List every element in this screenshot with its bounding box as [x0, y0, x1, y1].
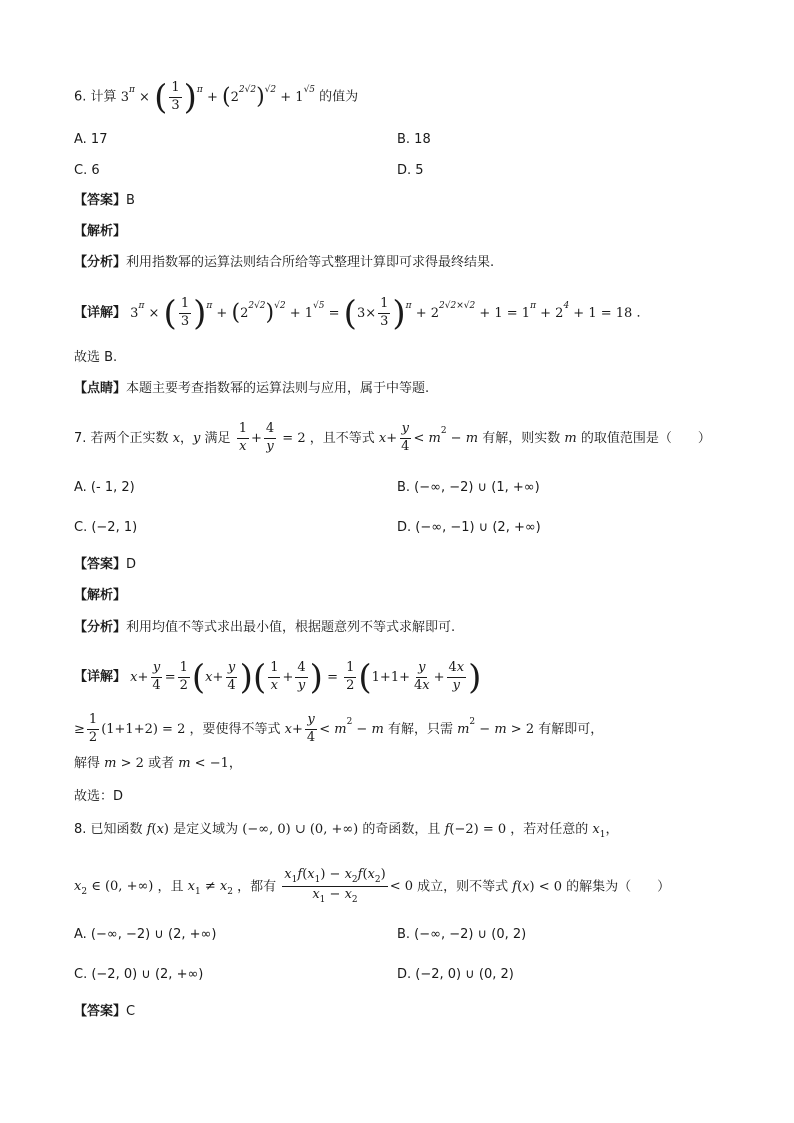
q6-option-a: A. 17: [74, 132, 108, 147]
q7-conclusion: 故选：D: [74, 789, 124, 804]
comment-text: 本题主要考查指数幂的运算法则与应用，属于中等题.: [126, 381, 430, 396]
q6-detail-formula: $3^\pi$ × ( $\frac{1}{3}$ )$^\pi + (2^{2√2})^{√2} + 1^{√5} = (3\times$ $\frac{1}{3}$ )$^\pi + 2^{2√2\times√2} + 1 = 1^\pi + 2^4 + 1 = 18$: [130, 293, 633, 333]
q7-detail: [74, 657, 482, 697]
q6-option-d: D. 5: [397, 163, 424, 178]
q6-answer: [74, 194, 135, 207]
q7-step3-sol2: m < −1: [178, 756, 229, 771]
q7-step2: [74, 713, 603, 746]
q7-var-m: m: [564, 430, 577, 446]
q8-stem2-part3: 成立，则不等式: [417, 879, 509, 895]
q7-fenxi: [74, 621, 455, 634]
q8-answer: [74, 1005, 135, 1018]
q8-stem-part1: 8. 已知函数: [74, 822, 143, 837]
q7-stem-part3: ，且不等式: [309, 430, 375, 446]
q8-domain: (−∞, 0) ∪ (0, +∞): [242, 822, 359, 837]
q6-stem-prefix: 6. 计算: [74, 89, 117, 105]
q7-analysis-heading: [74, 589, 126, 602]
answer-value: B: [126, 193, 135, 208]
q6-formula: $3^\pi$ × ( $\frac{1}{3}$ )$^\pi + (2^{2√2})^{√2} + 1^{√5}$: [120, 77, 316, 117]
q7-option-b: B. (−∞, −2) ∪ (1, +∞): [397, 480, 540, 495]
fenxi-text: 利用均值不等式求出最小值，根据题意列不等式求解即可.: [126, 620, 456, 635]
q7-detail-formula: x+ $\frac{y}{4}$ = $\frac{1}{2}$ (x+ $\frac{y}{4}$ )( $\frac{1}{x}$ + $\frac{4}{y}$ ) = $\frac{1}{2}$ (1+1+ $\frac{y}{4x}$ + $\frac{4x}{y}$ ): [130, 657, 482, 697]
q7-stem-part2: 满足: [204, 430, 231, 446]
q7-stem: 7. 若两个正实数 x，y 满足 $\frac{1}{x}$ + $\frac{4}{y}$ = 2 ，且不等式 x+ $\frac{y}{4}$ < $m^2 - m$ 有解，则实数 m 的取值范围是（ ）: [74, 421, 711, 454]
answer-value: D: [126, 557, 137, 572]
fenxi-label: 【分析】: [74, 255, 127, 270]
q8-stem-part4: ，若对任意的: [510, 822, 589, 837]
q7-step3-c: ，: [228, 756, 242, 771]
detail-label: 【详解】: [74, 669, 127, 685]
q8-stem-part3: 的奇函数，且: [362, 822, 441, 837]
q8-stem-part2: 是定义域为: [173, 822, 239, 837]
q7-step2-end: 有解即可，: [538, 721, 604, 737]
q7-step3-a: 解得: [74, 756, 101, 771]
q7-step2-mid: ，要使得不等式: [189, 721, 281, 737]
q8-option-c: C. (−2, 0) ∪ (2, +∞): [74, 967, 204, 982]
q8-f-2: f(−2) = 0: [444, 822, 507, 837]
q8-x2-in: $x_2$ ∈ (0, +∞): [74, 879, 154, 898]
q7-step2-mid2: 有解，只需: [387, 721, 453, 737]
q8-fx-lt0: f(x) < 0: [512, 879, 563, 895]
detail-label: 【详解】: [74, 305, 127, 321]
q7-var-y: y: [193, 430, 201, 446]
q8-option-a: A. (−∞, −2) ∪ (2, +∞): [74, 927, 217, 942]
q7-option-a: A. (- 1, 2): [74, 480, 135, 495]
q7-answer: [74, 558, 136, 571]
q7-stem-part4: 有解，则实数: [482, 430, 561, 446]
q7-step3: [74, 757, 242, 770]
q7-option-d: D. (−∞, −1) ∪ (2, +∞): [397, 520, 541, 535]
fenxi-label: 【分析】: [74, 620, 127, 635]
fenxi-text: 利用指数幂的运算法则结合所给等式整理计算即可求得最终结果.: [126, 255, 495, 270]
q7-step2-ineq: x+ $\frac{y}{4}$ < $m^2 - m$: [284, 712, 388, 745]
comment-label: 【点睛】: [74, 381, 127, 396]
q8-x1-neq-x2: $x_1 \ne x_2$: [187, 879, 233, 898]
q6-stem: [74, 77, 359, 117]
q7-step2-formula: ≥ $\frac{1}{2}$ (1+1+2) = 2: [74, 712, 186, 745]
q8-option-b: B. (−∞, −2) ∪ (0, 2): [397, 927, 527, 942]
q6-analysis-heading: [74, 225, 126, 238]
answer-label: 【答案】: [74, 557, 127, 572]
analysis-label: 【解析】: [74, 588, 127, 603]
analysis-label: 【解析】: [74, 224, 127, 239]
q8-option-d: D. (−2, 0) ∪ (0, 2): [397, 967, 514, 982]
q7-step3-sol1: m > 2: [104, 756, 144, 771]
q8-stem-line1: 8. 已知函数 f(x) 是定义域为 (−∞, 0) ∪ (0, +∞) 的奇函数，且 f(−2) = 0 ，若对任意的 $x_1$，: [74, 822, 619, 840]
q7-stem-part1: 7. 若两个正实数: [74, 430, 169, 446]
q7-step3-b: 或者: [148, 756, 175, 771]
q7-vars: x: [172, 430, 181, 446]
answer-label: 【答案】: [74, 1004, 127, 1019]
q8-stem-line2: [74, 868, 670, 906]
answer-label: 【答案】: [74, 193, 127, 208]
q7-step2-cond: $m^2 - m > 2$: [457, 716, 535, 737]
q7-stem-part5: 的取值范围是（ ）: [580, 430, 711, 446]
q6-option-c: C. 6: [74, 163, 100, 178]
q7-inequality: x+ $\frac{y}{4}$ < $m^2 - m$: [378, 421, 483, 454]
q6-option-b: B. 18: [397, 132, 431, 147]
q8-stem2-part1: ，且: [157, 879, 184, 895]
q6-conclusion: 故选 B.: [74, 350, 118, 365]
q6-detail: 【详解】 $3^\pi$ × ( $\frac{1}{3}$ )$^\pi + (2^{2√2})^{√2} + 1^{√5} = (3\times$ $\frac{1}{3}$ )$^\pi + 2^{2√2\times√2} + 1 = 1^\pi + 2^4 + 1 = 18$ ．: [74, 293, 650, 333]
q7-condition: $\frac{1}{x}$ + $\frac{4}{y}$ = 2: [238, 421, 306, 454]
q6-fenxi: [74, 256, 494, 269]
q8-quotient: $\frac{x_1f(x_1) - x_2f(x_2)}{x_1 - x_2}$ < 0: [284, 867, 413, 906]
q8-stem2-part2: ，都有: [237, 879, 277, 895]
q6-stem-suffix: 的值为: [319, 89, 359, 105]
q7-option-c: C. (−2, 1): [74, 520, 138, 535]
q8-fx: f(x): [146, 822, 169, 837]
q6-comment: [74, 382, 429, 395]
q8-x1: $x_1$: [592, 822, 606, 840]
q8-stem2-part4: 的解集为（ ）: [566, 879, 671, 895]
answer-value: C: [126, 1004, 136, 1019]
